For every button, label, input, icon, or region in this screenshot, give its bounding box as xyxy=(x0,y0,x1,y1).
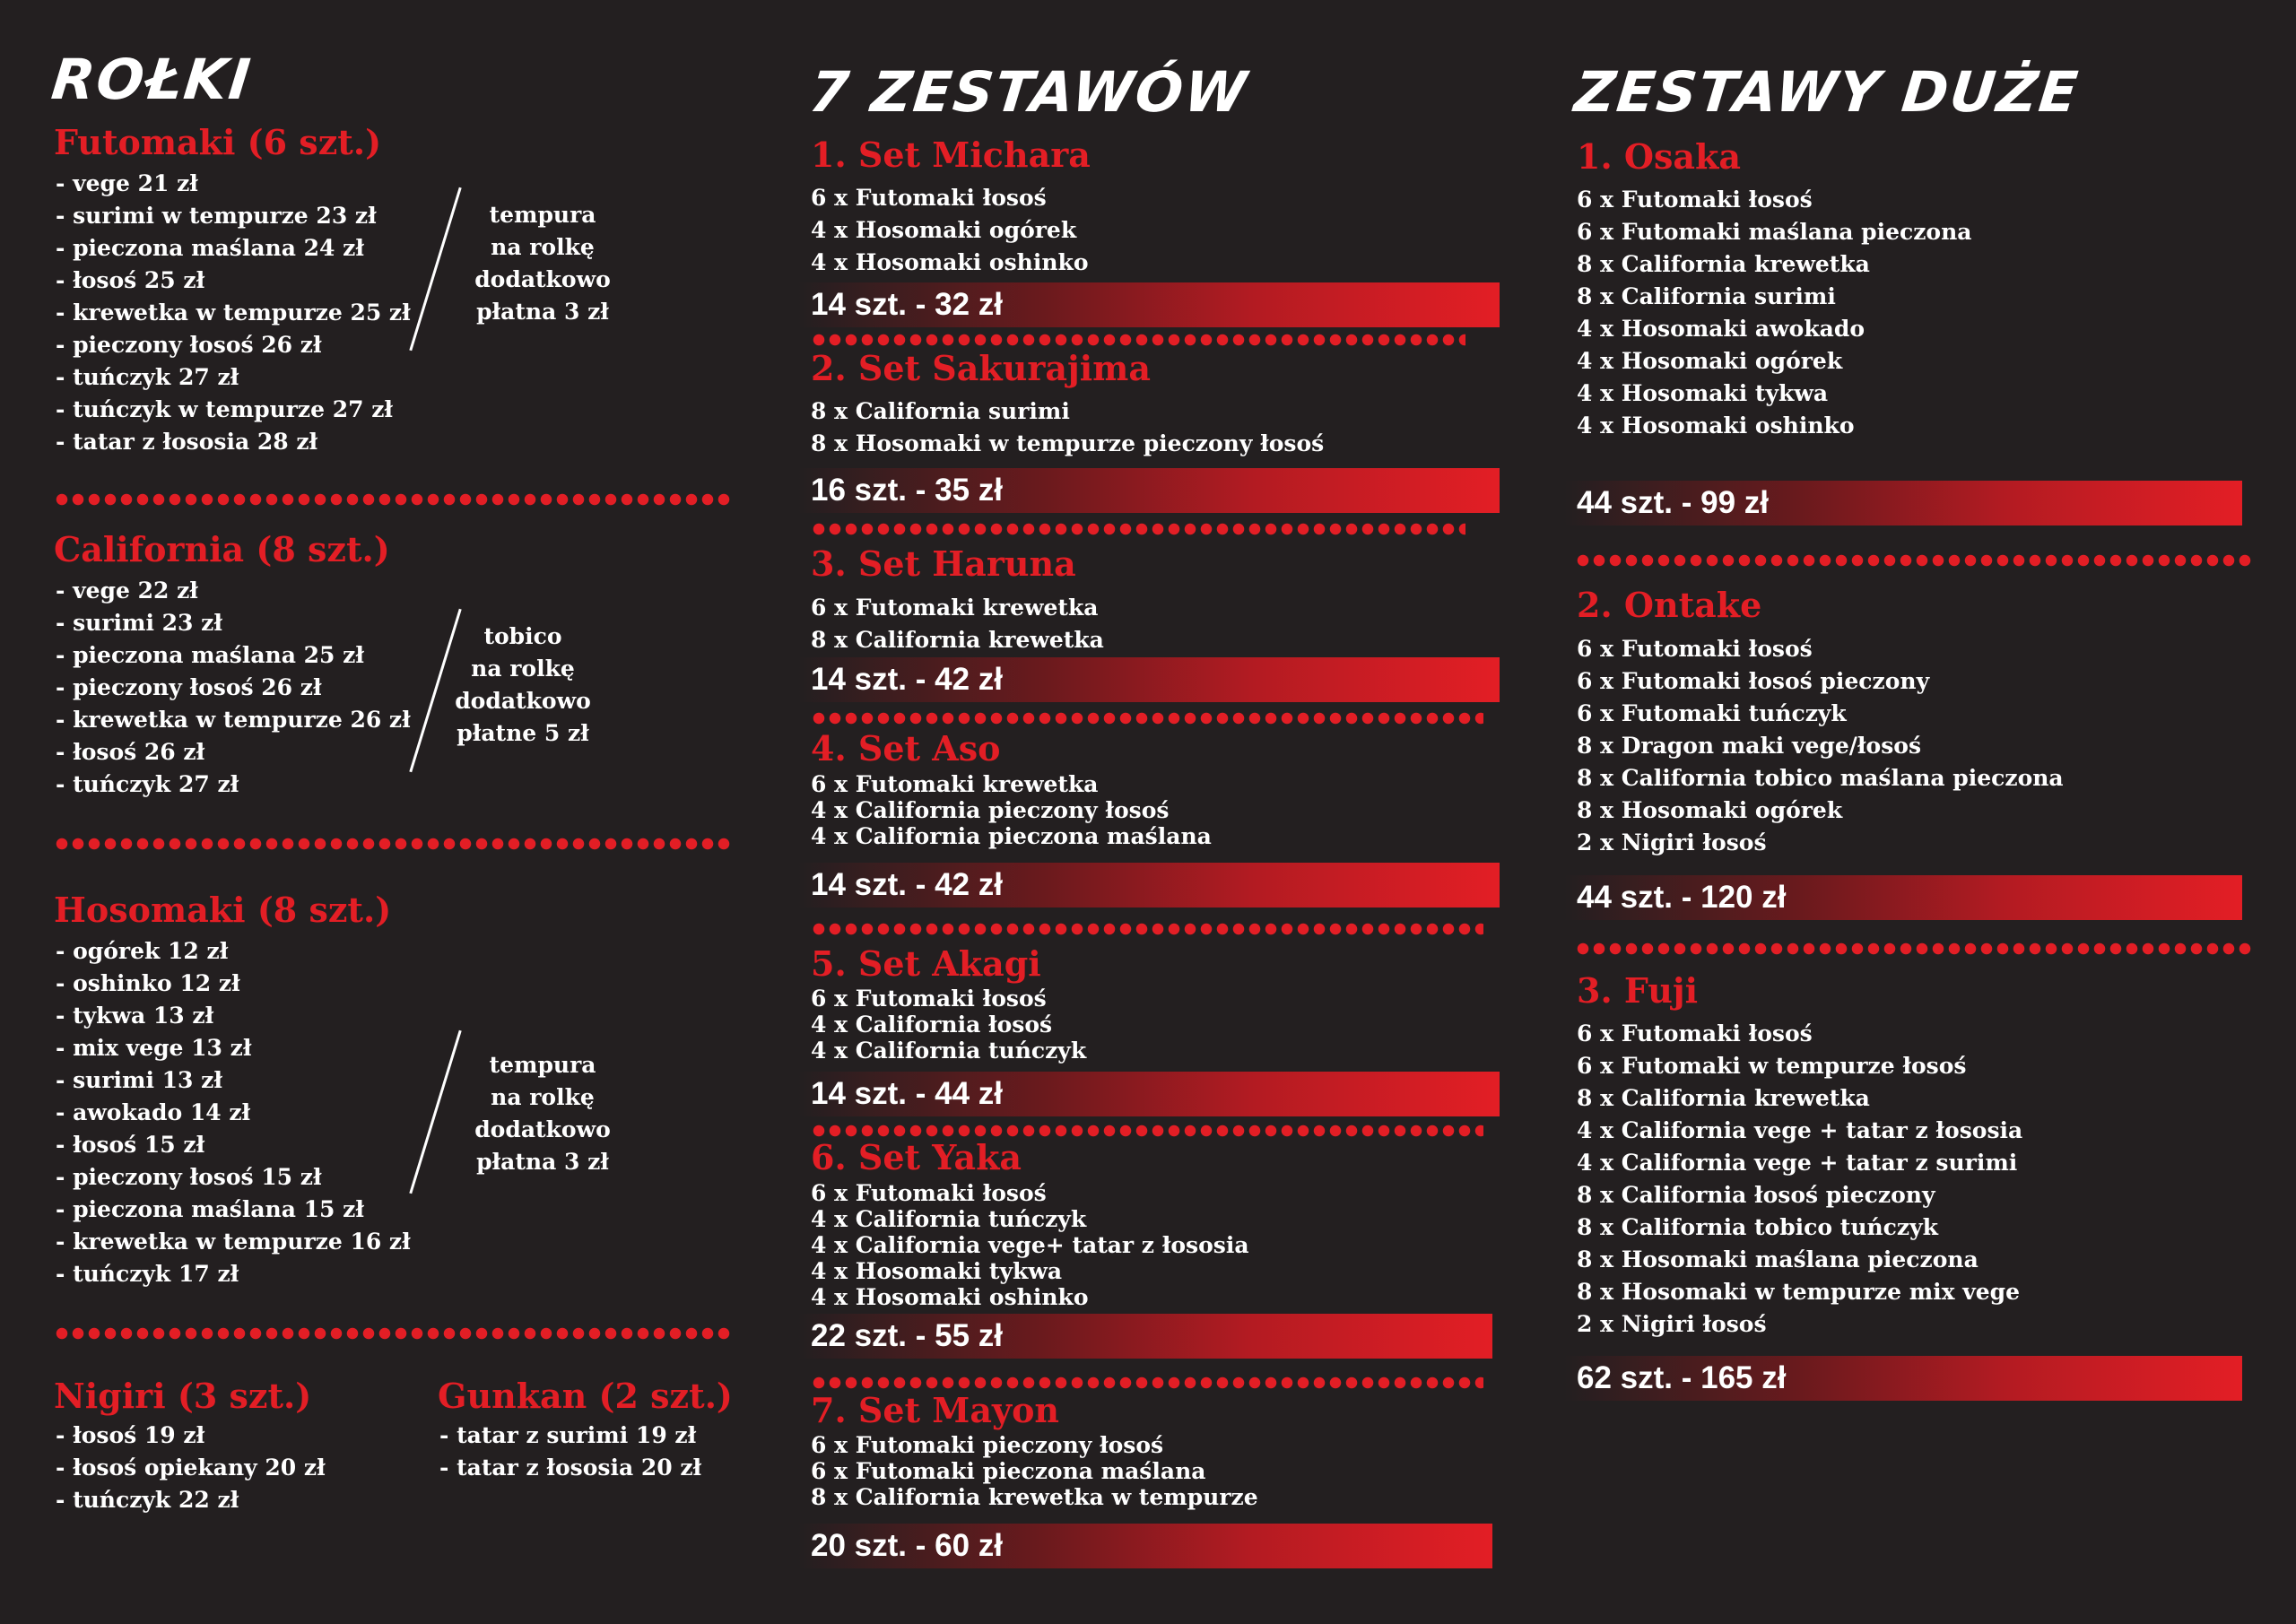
set-item: 6 x Futomaki łosoś xyxy=(1577,1020,1813,1046)
section-title-rolki: ROŁKI xyxy=(48,47,256,112)
menu-item: - awokado 14 zł xyxy=(56,1099,251,1125)
price-bar xyxy=(1564,875,2242,920)
set-item: 6 x Futomaki łosoś xyxy=(1577,636,1813,662)
menu-item: - łosoś opiekany 20 zł xyxy=(56,1455,326,1481)
set-item: 4 x Hosomaki ogórek xyxy=(811,217,1077,243)
note-line: tobico xyxy=(483,623,562,649)
set-item: 6 x Futomaki pieczona maślana xyxy=(811,1458,1206,1484)
set-item: 6 x Futomaki w tempurze łosoś xyxy=(1577,1053,1967,1079)
price-label: 20 szt. - 60 zł xyxy=(811,1528,1003,1563)
set-item: 4 x Hosomaki ogórek xyxy=(1577,348,1843,374)
set-item: 4 x California łosoś xyxy=(811,1012,1053,1038)
note-line: dodatkowo xyxy=(474,1116,611,1142)
dotted-divider xyxy=(1575,554,2253,567)
hosomaki-tempura-note xyxy=(453,1049,632,1178)
set-title: 4. Set Aso xyxy=(811,728,1001,769)
price-label: 16 szt. - 35 zł xyxy=(811,473,1003,508)
menu-item: - surimi 23 zł xyxy=(56,610,222,636)
category-title-nigiri: Nigiri (3 szt.) xyxy=(54,1376,312,1416)
price-bar xyxy=(1564,1356,2242,1401)
menu-item: - tatar z łososia 20 zł xyxy=(439,1455,702,1481)
set-title: 7. Set Mayon xyxy=(811,1390,1060,1430)
menu-item: - łosoś 15 zł xyxy=(56,1132,205,1158)
menu-item: - tuńczyk 17 zł xyxy=(56,1261,239,1287)
set-item: 4 x Hosomaki awokado xyxy=(1577,316,1865,342)
set-item: 4 x California pieczony łosoś xyxy=(811,797,1170,823)
set-item: 8 x Hosomaki ogórek xyxy=(1577,797,1843,823)
price-label: 14 szt. - 44 zł xyxy=(811,1076,1003,1111)
note-line: dodatkowo xyxy=(474,266,611,292)
dotted-divider xyxy=(811,523,1465,535)
price-label: 44 szt. - 99 zł xyxy=(1577,485,1769,520)
note-line: tempura xyxy=(489,1052,596,1078)
menu-item: - pieczona maślana 24 zł xyxy=(56,235,364,261)
category-title-futomaki: Futomaki (6 szt.) xyxy=(54,122,382,162)
set-item: 4 x California vege+ tatar z łososia xyxy=(811,1232,1249,1258)
dotted-divider xyxy=(54,493,732,506)
menu-item: - pieczona maślana 25 zł xyxy=(56,642,364,668)
set-item: 4 x Hosomaki tykwa xyxy=(811,1258,1063,1284)
price-bar xyxy=(798,863,1500,908)
futomaki-tempura-note xyxy=(453,199,632,328)
set-item: 8 x Dragon maki vege/łosoś xyxy=(1577,733,1922,759)
price-label: 14 szt. - 32 zł xyxy=(811,287,1003,322)
dotted-divider xyxy=(54,1327,732,1340)
price-label: 14 szt. - 42 zł xyxy=(811,662,1003,697)
note-line: płatna 3 zł xyxy=(476,299,609,325)
set-item: 6 x Futomaki krewetka xyxy=(811,595,1099,621)
menu-item: - łosoś 19 zł xyxy=(56,1422,205,1448)
menu-item: - vege 22 zł xyxy=(56,578,198,604)
set-item: 4 x Hosomaki oshinko xyxy=(811,1284,1089,1310)
price-label: 14 szt. - 42 zł xyxy=(811,867,1003,902)
set-item: 8 x California krewetka w tempurze xyxy=(811,1484,1258,1510)
price-bar xyxy=(798,1314,1492,1359)
set-title: 3. Set Haruna xyxy=(811,543,1076,584)
menu-item: - tuńczyk w tempurze 27 zł xyxy=(56,396,394,422)
set-item: 8 x California krewetka xyxy=(1577,1085,1870,1111)
note-line: na rolkę xyxy=(491,1084,595,1110)
note-line: płatna 3 zł xyxy=(476,1149,609,1175)
price-bar xyxy=(798,657,1500,702)
set-item: 8 x California krewetka xyxy=(1577,251,1870,277)
menu-item: - tykwa 13 zł xyxy=(56,1003,214,1029)
set-item: 6 x Futomaki łosoś xyxy=(811,1180,1047,1206)
dotted-divider xyxy=(811,1125,1483,1137)
set-item: 4 x California vege + tatar z łososia xyxy=(1577,1117,2023,1143)
set-title: 5. Set Akagi xyxy=(811,943,1041,984)
note-line: płatne 5 zł xyxy=(457,720,589,746)
set-item: 2 x Nigiri łosoś xyxy=(1577,829,1767,855)
set-item: 6 x Futomaki łosoś xyxy=(1577,187,1813,213)
menu-item: - tuńczyk 27 zł xyxy=(56,771,239,797)
section-title-zestawy-duze: ZESTAWY DUŻE xyxy=(1571,59,2083,125)
note-line: dodatkowo xyxy=(455,688,591,714)
price-label: 44 szt. - 120 zł xyxy=(1577,880,1787,915)
menu-item: - tuńczyk 22 zł xyxy=(56,1487,239,1513)
dotted-divider xyxy=(811,923,1483,935)
set-item: 6 x Futomaki pieczony łosoś xyxy=(811,1432,1164,1458)
set-item: 6 x Futomaki łosoś xyxy=(811,185,1047,211)
set-title: 2. Set Sakurajima xyxy=(811,348,1151,388)
price-bar xyxy=(798,282,1500,327)
set-item: 4 x California pieczona maślana xyxy=(811,823,1212,849)
dotted-divider xyxy=(811,334,1465,346)
menu-item: - mix vege 13 zł xyxy=(56,1035,252,1061)
set-item: 6 x Futomaki tuńczyk xyxy=(1577,700,1847,726)
menu-item: - surimi 13 zł xyxy=(56,1067,222,1093)
set-item: 6 x Futomaki łosoś pieczony xyxy=(1577,668,1930,694)
price-bar xyxy=(798,1524,1492,1568)
set-title: 2. Ontake xyxy=(1577,585,1762,625)
dotted-divider xyxy=(811,712,1483,725)
price-label: 22 szt. - 55 zł xyxy=(811,1318,1003,1353)
menu-item: - krewetka w tempurze 16 zł xyxy=(56,1229,411,1255)
menu-item: - vege 21 zł xyxy=(56,170,198,196)
section-title-7-zestawow: 7 ZESTAWÓW xyxy=(806,59,1252,125)
set-item: 8 x Hosomaki maślana pieczona xyxy=(1577,1246,1979,1272)
set-title: 6. Set Yaka xyxy=(811,1137,1022,1177)
set-item: 6 x Futomaki maślana pieczona xyxy=(1577,219,1972,245)
california-tobico-note xyxy=(433,621,613,750)
price-bar xyxy=(798,468,1500,513)
set-item: 8 x California tobico tuńczyk xyxy=(1577,1214,1938,1240)
category-title-gunkan: Gunkan (2 szt.) xyxy=(438,1376,733,1416)
note-line: na rolkę xyxy=(491,234,595,260)
set-item: 6 x Futomaki krewetka xyxy=(811,771,1099,797)
menu-item: - ogórek 12 zł xyxy=(56,938,229,964)
set-item: 8 x California tobico maślana pieczona xyxy=(1577,765,2064,791)
menu-item: - tuńczyk 27 zł xyxy=(56,364,239,390)
set-item: 8 x California surimi xyxy=(811,398,1070,424)
menu-item: - pieczony łosoś 15 zł xyxy=(56,1164,322,1190)
menu-item: - surimi w tempurze 23 zł xyxy=(56,203,377,229)
set-item: 4 x California tuńczyk xyxy=(811,1038,1087,1064)
set-item: 4 x Hosomaki oshinko xyxy=(1577,413,1855,439)
set-item: 4 x Hosomaki oshinko xyxy=(811,249,1089,275)
dotted-divider xyxy=(54,838,732,850)
price-label: 62 szt. - 165 zł xyxy=(1577,1360,1787,1395)
menu-item: - tatar z surimi 19 zł xyxy=(439,1422,697,1448)
set-item: 6 x Futomaki łosoś xyxy=(811,986,1047,1012)
set-item: 4 x California vege + tatar z surimi xyxy=(1577,1150,2018,1176)
menu-item: - pieczony łosoś 26 zł xyxy=(56,674,322,700)
dotted-divider xyxy=(811,1376,1483,1389)
note-line: na rolkę xyxy=(471,656,575,682)
set-item: 8 x Hosomaki w tempurze pieczony łosoś xyxy=(811,430,1325,456)
price-bar xyxy=(1564,481,2242,525)
set-item: 8 x California surimi xyxy=(1577,283,1836,309)
set-title: 3. Fuji xyxy=(1577,970,1699,1011)
set-item: 4 x Hosomaki tykwa xyxy=(1577,380,1829,406)
menu-item: - tatar z łososia 28 zł xyxy=(56,429,318,455)
menu-item: - oshinko 12 zł xyxy=(56,970,240,996)
menu-item: - pieczony łosoś 26 zł xyxy=(56,332,322,358)
set-item: 2 x Nigiri łosoś xyxy=(1577,1311,1767,1337)
note-line: tempura xyxy=(489,202,596,228)
price-bar xyxy=(798,1072,1500,1116)
set-item: 4 x California tuńczyk xyxy=(811,1206,1087,1232)
set-item: 8 x Hosomaki w tempurze mix vege xyxy=(1577,1279,2021,1305)
set-title: 1. Set Michara xyxy=(811,135,1091,175)
menu-item: - pieczona maślana 15 zł xyxy=(56,1196,364,1222)
category-title-california: California (8 szt.) xyxy=(54,529,390,569)
menu-item: - krewetka w tempurze 25 zł xyxy=(56,300,411,326)
set-item: 8 x California łosoś pieczony xyxy=(1577,1182,1935,1208)
menu-item: - krewetka w tempurze 26 zł xyxy=(56,707,411,733)
set-title: 1. Osaka xyxy=(1577,136,1741,177)
set-item: 8 x California krewetka xyxy=(811,627,1104,653)
menu-item: - łosoś 25 zł xyxy=(56,267,205,293)
dotted-divider xyxy=(1575,942,2253,955)
menu-item: - łosoś 26 zł xyxy=(56,739,205,765)
category-title-hosomaki: Hosomaki (8 szt.) xyxy=(54,890,392,930)
